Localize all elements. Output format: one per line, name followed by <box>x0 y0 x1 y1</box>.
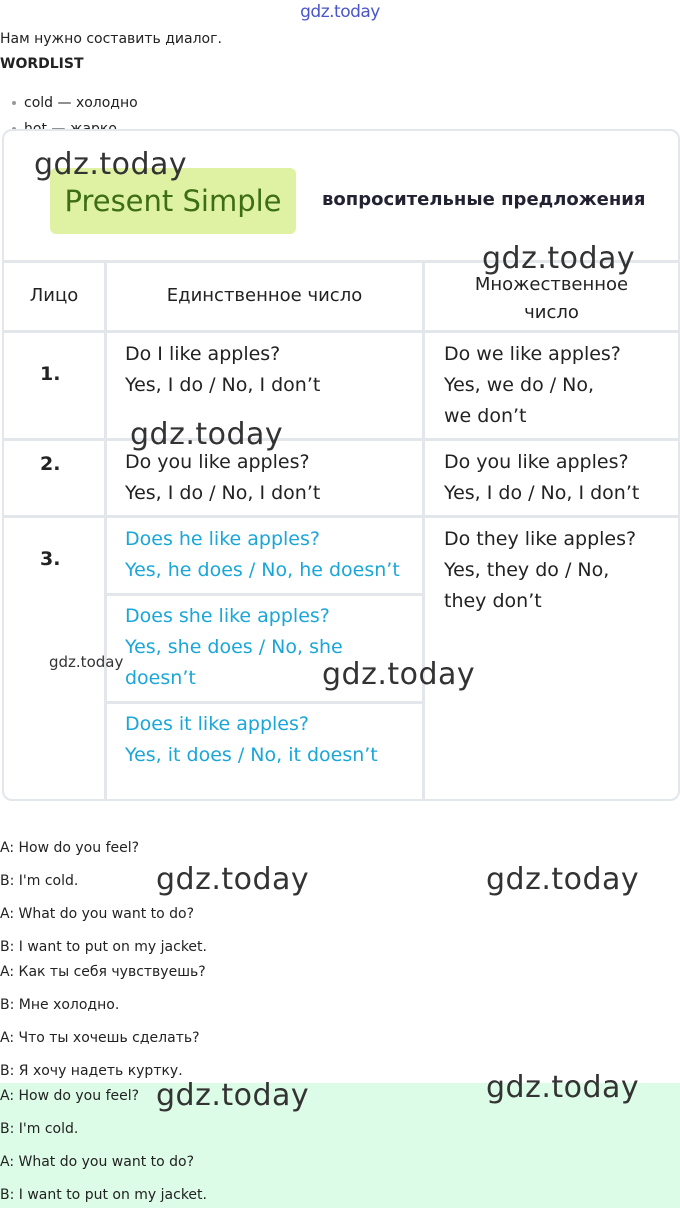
cell-line: they don’t <box>444 590 542 612</box>
person-number: 3. <box>40 548 61 570</box>
dialogue-line: B: I want to put on my jacket. <box>0 939 207 955</box>
cell-line: Yes, I do / No, I don’t <box>125 374 321 396</box>
watermark: gdz.today <box>156 1078 310 1113</box>
wordlist-title: WORDLIST <box>0 56 84 72</box>
watermark: gdz.today <box>322 657 476 692</box>
answer-line: B: I want to put on my jacket. <box>0 1187 207 1203</box>
header-person: Лицо <box>29 285 79 306</box>
singular-cell-he <box>125 524 400 586</box>
cell-line: Yes, I do / No, I don’t <box>444 482 640 504</box>
dialogue-line: A: What do you want to do? <box>0 906 195 922</box>
table-divider <box>104 701 424 704</box>
dialogue-line: A: How do you feel? <box>0 840 140 856</box>
plural-cell <box>444 339 621 432</box>
watermark: gdz.today <box>156 862 310 897</box>
header-plural-line: Множественное <box>474 274 629 295</box>
answer-line: A: What do you want to do? <box>0 1154 195 1170</box>
cell-line: Yes, he does / No, he doesn’t <box>125 559 400 581</box>
singular-cell-she <box>125 601 343 694</box>
header-singular: Единственное число <box>166 285 363 306</box>
table-divider <box>104 260 107 799</box>
singular-cell <box>125 339 320 401</box>
cell-line: Do you like apples? <box>444 451 629 473</box>
dialogue-line: B: Мне холодно. <box>0 997 120 1013</box>
card-subtitle: вопросительные предложения <box>322 189 646 210</box>
cell-line: Yes, she does / No, she <box>125 636 343 658</box>
wordlist-item: cold — холодно <box>12 93 138 119</box>
watermark: gdz.today <box>34 147 188 182</box>
cell-line: doesn’t <box>125 667 196 689</box>
cell-line: Does she like apples? <box>125 605 330 627</box>
answer-line: B: I'm cold. <box>0 1121 79 1137</box>
table-divider <box>422 260 425 799</box>
cell-line: Yes, we do / No, <box>444 374 595 396</box>
watermark: gdz.today <box>49 653 124 671</box>
cell-line: Yes, they do / No, <box>444 559 610 581</box>
watermark: gdz.today <box>482 241 636 276</box>
watermark: gdz.today <box>486 862 640 897</box>
header-plural-line: число <box>524 302 579 323</box>
table-divider <box>104 593 424 596</box>
singular-cell <box>125 447 320 509</box>
task-intro: Нам нужно составить диалог. <box>0 31 222 47</box>
singular-cell-it <box>125 709 378 771</box>
dialogue-line: A: Как ты себя чувствуешь? <box>0 964 206 980</box>
cell-line: Do I like apples? <box>125 343 281 365</box>
person-number: 2. <box>40 453 61 475</box>
answer-line: A: How do you feel? <box>0 1088 140 1104</box>
watermark: gdz.today <box>486 1070 640 1105</box>
plural-cell <box>444 524 636 617</box>
header-plural <box>425 271 678 327</box>
person-number: 1. <box>40 363 61 385</box>
cell-line: Does it like apples? <box>125 713 309 735</box>
cell-line: Do we like apples? <box>444 343 621 365</box>
present-simple-badge: Present Simple <box>50 168 296 234</box>
cell-line: Yes, it does / No, it doesn’t <box>125 744 378 766</box>
grammar-card <box>2 129 680 801</box>
site-logo[interactable]: gdz.today <box>300 2 380 22</box>
dialogue-line: B: I'm cold. <box>0 873 79 889</box>
cell-line: we don’t <box>444 405 527 427</box>
cell-line: Does he like apples? <box>125 528 320 550</box>
dialogue-line: B: Я хочу надеть куртку. <box>0 1063 183 1079</box>
cell-line: Yes, I do / No, I don’t <box>125 482 321 504</box>
cell-line: Do they like apples? <box>444 528 637 550</box>
dialogue-line: A: Что ты хочешь сделать? <box>0 1030 200 1046</box>
watermark: gdz.today <box>130 417 284 452</box>
plural-cell <box>444 447 639 509</box>
cell-line: Do you like apples? <box>125 451 310 473</box>
